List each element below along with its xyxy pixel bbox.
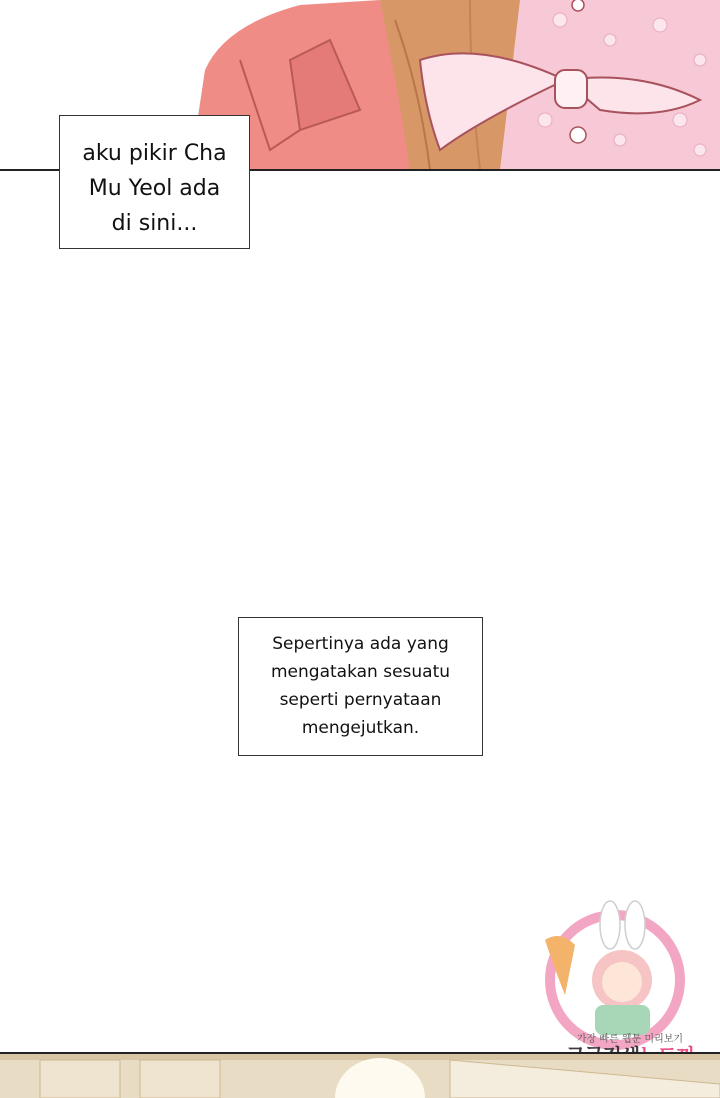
caption-line: di sini... (111, 211, 198, 236)
caption-line: mengatakan sesuatu (270, 662, 451, 682)
caption-line: Mu Yeol ada (88, 176, 221, 201)
caption-line: aku pikir Cha (82, 141, 227, 166)
caption-box-first (59, 115, 250, 249)
bottom-panel-illustration (0, 1054, 720, 1098)
caption-box-second (238, 617, 483, 756)
caption-line: seperti pernyataan (279, 690, 442, 710)
caption-line: Sepertinya ada yang (272, 634, 449, 654)
caption-line: mengejutkan. (301, 718, 420, 738)
watermark-tagline: 가장 빠른 웹툰 미리보기 (576, 1034, 684, 1045)
